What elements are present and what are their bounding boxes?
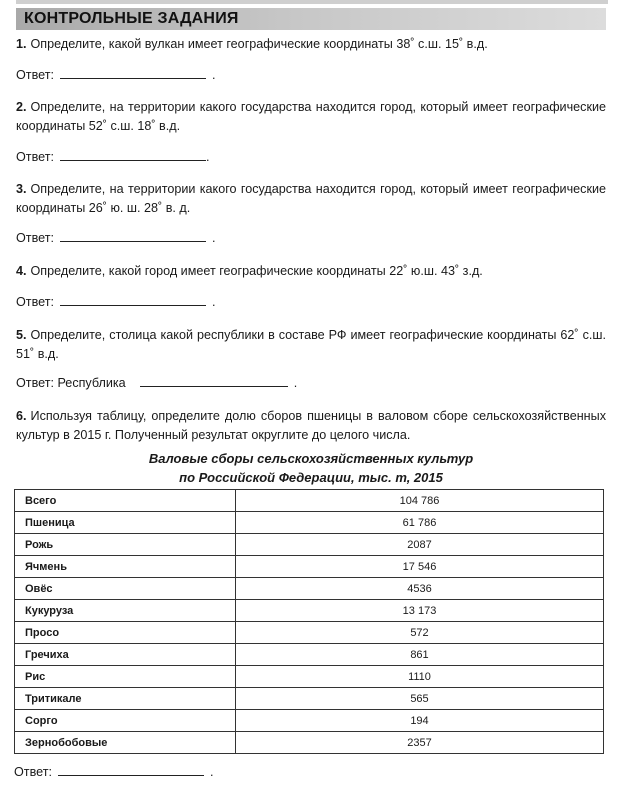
answer-blank-5[interactable] — [140, 374, 288, 387]
crop-value: 61 786 — [236, 512, 604, 534]
task-text: Используя таблицу, определите долю сборов пшеницы в валовом сборе сельскохозяйственных культур в 2015 г. Полученный результат округлите до целого числа. — [16, 409, 606, 442]
task-1 — [16, 35, 606, 54]
crop-name: Овёс — [15, 578, 236, 600]
task-4 — [16, 262, 606, 281]
answer-blank-6[interactable] — [58, 763, 204, 776]
table-row — [15, 512, 604, 534]
table-row — [15, 644, 604, 666]
task-3 — [16, 180, 606, 218]
table-title-line-2: по Российской Федерации, тыс. т, 2015 — [179, 470, 443, 485]
task-2 — [16, 98, 606, 136]
answer-label: Ответ: — [16, 231, 54, 245]
table-row — [15, 666, 604, 688]
table-title-line-1: Валовые сборы сельскохозяйственных культур — [148, 451, 474, 466]
answer-4: Ответ: . — [16, 295, 216, 309]
crop-value: 13 173 — [236, 600, 604, 622]
task-text: Определите, какой вулкан имеет географические координаты 38˚ с.ш. 15˚ в.д. — [30, 37, 488, 51]
table-title — [16, 449, 606, 487]
task-number: 4. — [16, 264, 27, 278]
answer-5: Ответ: Республика . — [16, 376, 298, 390]
task-text: Определите, на территории какого государства находится город, который имеет географические координаты 26˚ ю. ш. 28˚ в. д. — [16, 182, 606, 215]
crop-value: 2357 — [236, 732, 604, 754]
harvest-table — [14, 489, 604, 754]
top-strip — [16, 0, 608, 4]
crop-name: Тритикале — [15, 688, 236, 710]
crop-value: 194 — [236, 710, 604, 732]
task-number: 3. — [16, 182, 27, 196]
crop-value: 572 — [236, 622, 604, 644]
table-row — [15, 578, 604, 600]
crop-value: 2087 — [236, 534, 604, 556]
crop-name: Просо — [15, 622, 236, 644]
answer-6: Ответ: . — [14, 765, 214, 779]
table-row — [15, 688, 604, 710]
crop-value: 1110 — [236, 666, 604, 688]
crop-name: Сорго — [15, 710, 236, 732]
task-5 — [16, 326, 606, 364]
table-row — [15, 732, 604, 754]
crop-name: Рожь — [15, 534, 236, 556]
task-6 — [16, 407, 606, 445]
crop-value: 4536 — [236, 578, 604, 600]
table-row — [15, 490, 604, 512]
answer-label: Ответ: — [14, 765, 52, 779]
answer-blank-1[interactable] — [60, 66, 206, 79]
crop-value: 565 — [236, 688, 604, 710]
crop-value: 861 — [236, 644, 604, 666]
task-text: Определите, какой город имеет географические координаты 22˚ ю.ш. 43˚ з.д. — [30, 264, 483, 278]
answer-3: Ответ: . — [16, 231, 216, 245]
answer-label: Ответ: Республика — [16, 376, 126, 390]
crop-value: 104 786 — [236, 490, 604, 512]
answer-label: Ответ: — [16, 150, 54, 164]
table-row — [15, 710, 604, 732]
task-number: 6. — [16, 409, 27, 423]
section-banner — [16, 8, 606, 30]
crop-name: Рис — [15, 666, 236, 688]
crop-name: Зернобобовые — [15, 732, 236, 754]
crop-value: 17 546 — [236, 556, 604, 578]
table-row — [15, 534, 604, 556]
answer-2: Ответ: . — [16, 150, 210, 164]
answer-blank-2[interactable] — [60, 148, 206, 161]
crop-name: Пшеница — [15, 512, 236, 534]
section-title: КОНТРОЛЬНЫЕ ЗАДАНИЯ — [24, 10, 239, 27]
crop-name: Гречиха — [15, 644, 236, 666]
table-row — [15, 622, 604, 644]
answer-blank-3[interactable] — [60, 229, 206, 242]
table-row — [15, 600, 604, 622]
answer-label: Ответ: — [16, 295, 54, 309]
answer-blank-4[interactable] — [60, 293, 206, 306]
table-row — [15, 556, 604, 578]
answer-label: Ответ: — [16, 68, 54, 82]
task-number: 5. — [16, 328, 27, 342]
task-text: Определите, столица какой республики в составе РФ имеет географические координаты 62˚ с.ш. 51˚ в.д. — [16, 328, 606, 361]
task-number: 2. — [16, 100, 27, 114]
crop-name: Всего — [15, 490, 236, 512]
task-number: 1. — [16, 37, 27, 51]
answer-1: Ответ: . — [16, 68, 216, 82]
crop-name: Кукуруза — [15, 600, 236, 622]
crop-name: Ячмень — [15, 556, 236, 578]
task-text: Определите, на территории какого государства находится город, который имеет географические координаты 52˚ с.ш. 18˚ в.д. — [16, 100, 606, 133]
